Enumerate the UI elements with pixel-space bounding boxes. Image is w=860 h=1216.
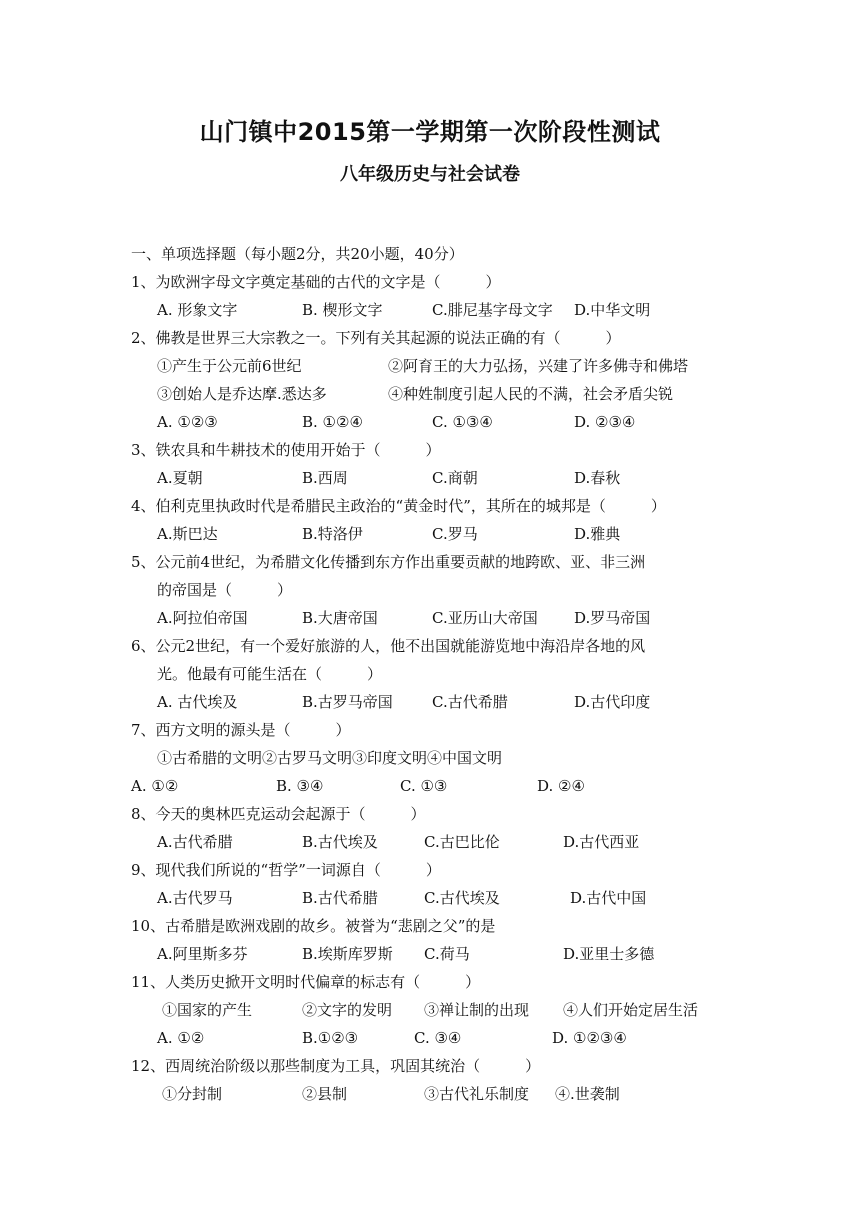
option-c: C.罗马 [432,525,478,543]
option-d: D. ①②③④ [552,1029,627,1047]
statement: ①产生于公元前6世纪 [157,357,302,375]
question-stem: 5、公元前4世纪，为希腊文化传播到东方作出重要贡献的地跨欧、亚、非三洲 [131,553,646,571]
option-d: D.中华文明 [574,301,651,319]
question-stem-continued: 的帝国是（ ） [157,581,293,599]
option-b: B.古代希腊 [302,889,378,907]
question-stem: 3、铁农具和牛耕技术的使用开始于（ ） [131,441,441,459]
option-a: A.阿里斯多芬 [157,945,248,963]
option-c: C.腓尼基字母文字 [432,301,553,319]
page-subtitle: 八年级历史与社会试卷 [340,164,520,185]
statement: ②县制 [302,1085,348,1103]
statement: ①分封制 [162,1085,223,1103]
option-d: D.古代西亚 [563,833,640,851]
option-c: C.荷马 [424,945,470,963]
option-d: D. ②③④ [574,413,636,431]
option-b: B.西周 [302,469,348,487]
statement: ①古希腊的文明②古罗马文明③印度文明④中国文明 [157,749,503,767]
option-c: C. ③④ [414,1029,462,1047]
option-a: A. 形象文字 [157,301,238,319]
option-d: D.古代印度 [574,693,651,711]
option-b: B. 楔形文字 [302,301,383,319]
statement: ②阿育王的大力弘扬，兴建了许多佛寺和佛塔 [388,357,689,375]
option-b: B.埃斯库罗斯 [302,945,393,963]
option-c: C.古巴比伦 [424,833,500,851]
option-c: C. ①③④ [432,413,493,431]
question-stem: 8、今天的奥林匹克运动会起源于（ ） [131,805,426,823]
option-c: C.商朝 [432,469,478,487]
option-a: A. ①②③ [157,413,218,431]
question-stem: 10、古希腊是欧洲戏剧的故乡。被誉为“悲剧之父”的是 [131,917,496,935]
statement: ③禅让制的出现 [424,1001,530,1019]
option-b: B.①②③ [302,1029,359,1047]
option-b: B.古代埃及 [302,833,378,851]
option-c: C. ①③ [400,777,448,795]
option-a: A. ①② [131,777,179,795]
option-a: A.斯巴达 [157,525,218,543]
option-d: D. ②④ [537,777,585,795]
statement: ③古代礼乐制度 [424,1085,530,1103]
option-d: D.春秋 [574,469,621,487]
question-stem: 12、西周统治阶级以那些制度为工具，巩固其统治（ ） [131,1057,541,1075]
option-d: D.罗马帝国 [574,609,651,627]
statement: ②文字的发明 [302,1001,393,1019]
option-d: D.古代中国 [570,889,647,907]
option-d: D.雅典 [574,525,621,543]
question-stem-continued: 光。他最有可能生活在（ ） [157,665,383,683]
statement: ③创始人是乔达摩.悉达多 [157,385,327,403]
option-a: A.夏朝 [157,469,203,487]
option-d: D.亚里士多德 [563,945,655,963]
option-a: A. 古代埃及 [157,693,238,711]
option-b: B.古罗马帝国 [302,693,393,711]
option-a: A.阿拉伯帝国 [157,609,248,627]
option-a: A. ①② [157,1029,205,1047]
statement: ④种姓制度引起人民的不满，社会矛盾尖锐 [388,385,674,403]
statement: ④人们开始定居生活 [563,1001,699,1019]
option-b: B.特洛伊 [302,525,363,543]
option-c: C.古代埃及 [424,889,500,907]
option-a: A.古代希腊 [157,833,233,851]
question-stem: 11、人类历史掀开文明时代偏章的标志有（ ） [131,973,481,991]
option-b: B.大唐帝国 [302,609,378,627]
option-b: B. ①②④ [302,413,363,431]
option-a: A.古代罗马 [157,889,233,907]
statement: ④.世袭制 [555,1085,620,1103]
question-stem: 2、佛教是世界三大宗教之一。下列有关其起源的说法正确的有（ ） [131,329,621,347]
option-c: C.古代希腊 [432,693,508,711]
section-heading: 一、单项选择题（每小题2分，共20小题，40分） [131,245,464,263]
question-stem: 9、现代我们所说的“哲学”一词源自（ ） [131,861,441,879]
page-title: 山门镇中2015第一学期第一次阶段性测试 [199,118,661,146]
question-stem: 4、伯利克里执政时代是希腊民主政治的“黄金时代”，其所在的城邦是（ ） [131,497,666,515]
question-stem: 7、西方文明的源头是（ ） [131,721,351,739]
statement: ①国家的产生 [162,1001,253,1019]
option-b: B. ③④ [276,777,324,795]
option-c: C.亚历山大帝国 [432,609,538,627]
question-stem: 1、为欧洲字母文字奠定基础的古代的文字是（ ） [131,273,501,291]
question-stem: 6、公元2世纪，有一个爱好旅游的人，他不出国就能游览地中海沿岸各地的风 [131,637,646,655]
